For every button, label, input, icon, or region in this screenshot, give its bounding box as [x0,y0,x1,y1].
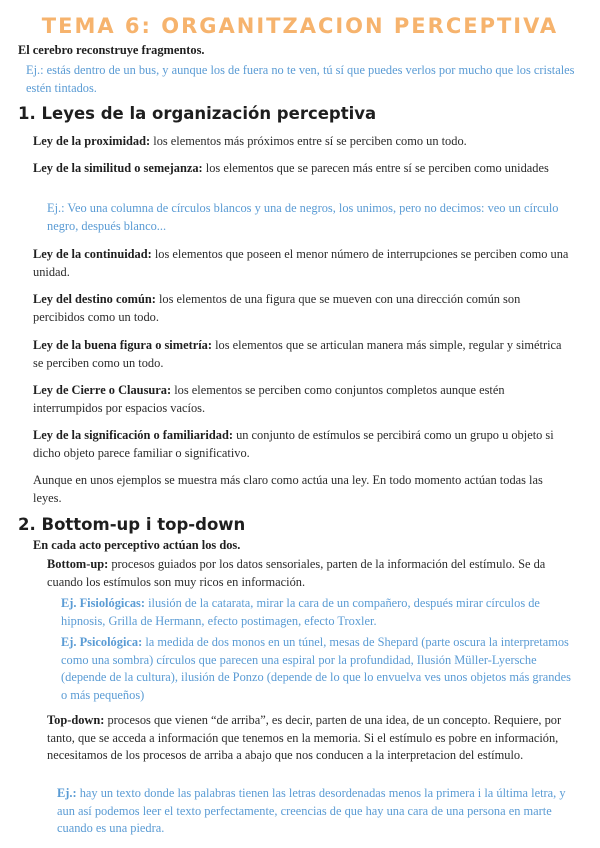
section1-closing: Aunque en unos ejemplos se muestra más claro como actúa una ley. En todo momento actúan todas las leyes. [33,473,543,505]
law-cierre: Ley de Cierre o Clausura: los elementos se perciben como conjuntos completos aunque estén interrumpidos por espacios vacíos. [33,383,505,415]
law-proximidad: Ley de la proximidad: los elementos más próximos entre sí se perciben como un todo. [33,134,467,148]
bottom-up-example-psicologica: Ej. Psicológica: la medida de dos monos en un túnel, mesas de Shepard (parte oscura la interpretamos como una sombra) círculos que parecen una espiral por la profundidad, Ilusión Müller-Lyersche (depende de la cultura), ilusión de Ponzo (depende de lo que lo envuelva ves unos objetos más grandes o más pequeños) [61,635,571,702]
section2-heading: 2. Bottom-up i top-down [18,515,246,534]
section2-subtitle: En cada acto perceptivo actúan los dos. [33,538,241,552]
bottom-up-definition: Bottom-up: procesos guiados por los datos sensoriales, parten de la información del estímulo. Se da cuando los estímulos son muy ricos en información. [47,557,546,589]
document-title: TEMA 6: ORGANITZACION PERCEPTIVA [41,14,559,38]
law-similitud: Ley de la similitud o semejanza: los elementos que se parecen más entre sí se perciben como unidades [33,161,549,175]
law-significacion: Ley de la significación o familiaridad: un conjunto de estímulos se percibirá como un grupo u objeto si dicho objeto parece familiar o significativo. [33,428,554,460]
law-destino-comun: Ley del destino común: los elementos de una figura que se mueven con una dirección común son percibidos como un todo. [33,292,521,324]
top-down-example: Ej.: hay un texto donde las palabras tienen las letras desordenadas menos la primera i la última letra, y aun así podemos leer el texto perfectamente, creencias de que hay una cara de una persona en marte cuando es una piedra. [57,786,566,836]
similitud-example: Ej.: Veo una columna de círculos blancos y una de negros, los unimos, pero no decimos: veo un círculo negro, después blanco... [47,201,559,233]
intro-statement: El cerebro reconstruye fragmentos. [18,43,205,57]
law-buena-figura: Ley de la buena figura o simetría: los elementos que se articulan manera más simple, regular y simétrica se perciben como un todo. [33,338,562,370]
law-continuidad: Ley de la continuidad: los elementos que poseen el menor número de interrupciones se perciben como una unidad. [33,247,569,279]
top-down-definition: Top-down: procesos que vienen “de arriba”, es decir, parten de una idea, de un concepto. Requiere, por tanto, que se acceda a información que tenemos en la memoria. Si el estímulo es pobre en información, necesitamos de los procesos de arriba a abajo que nos conducen a la interpretacion del estímulo. [47,713,562,763]
intro-example: Ej.: estás dentro de un bus, y aunque los de fuera no te ven, tú sí que puedes verlos por mucho que los cristales estén tintados. [26,63,575,95]
section1-heading: 1. Leyes de la organización perceptiva [18,104,377,123]
bottom-up-example-fisiologicas: Ej. Fisiológicas: ilusión de la catarata, mirar la cara de un compañero, después mirar círculos de hipnosis, Grilla de Hermann, efecto postimagen, efecto Troxler. [61,596,540,628]
